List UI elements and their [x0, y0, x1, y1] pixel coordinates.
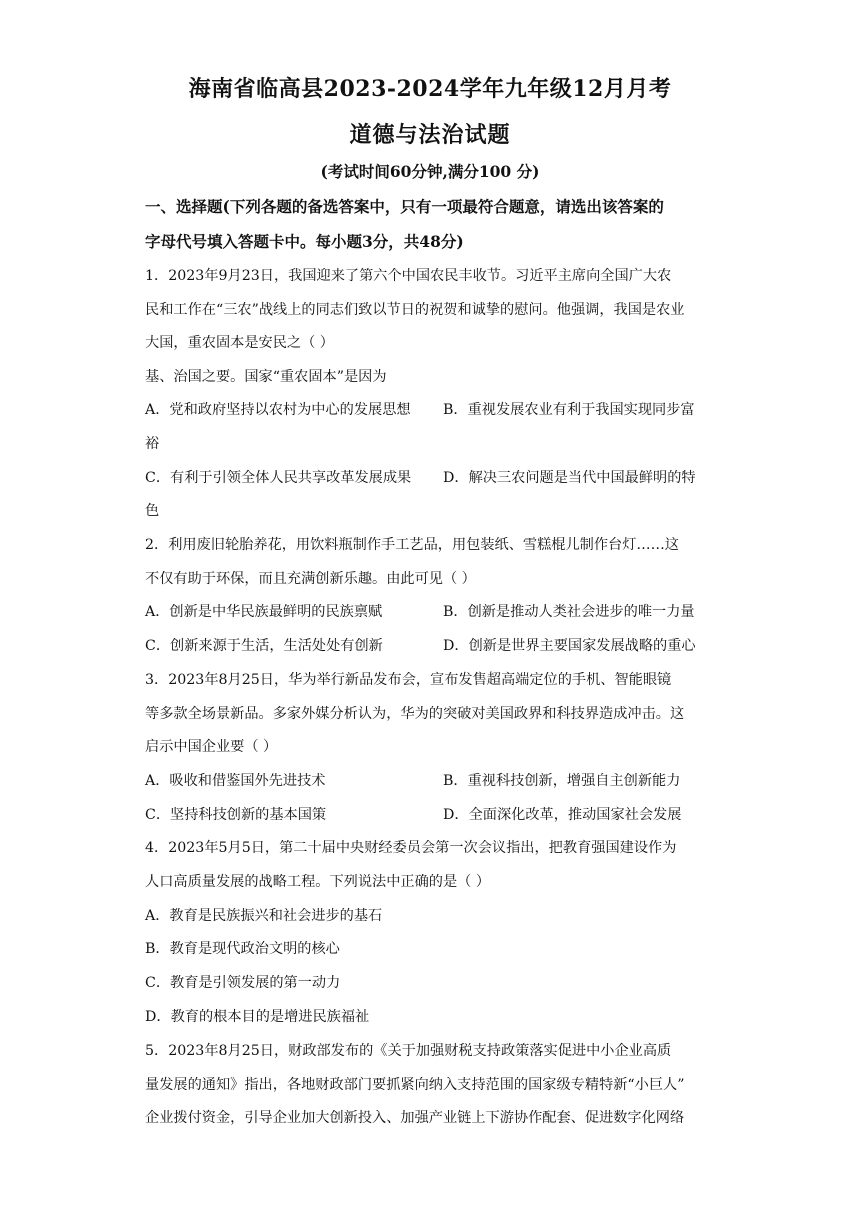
q5-stem-line-3: 企业拨付资金，引导企业加大创新投入、加强产业链上下游协作配套、促进数字化网络 [145, 1110, 685, 1126]
q3-option-c: C．坚持科技创新的基本国策 [145, 807, 327, 823]
q1-option-d: D．解决三农问题是当代中国最鲜明的特 [443, 470, 696, 486]
q1-option-a: A．党和政府坚持以农村为中心的发展思想 [145, 402, 411, 418]
q2-option-d: D．创新是世界主要国家发展战略的重心 [443, 638, 696, 654]
q4-option-a: A．教育是民族振兴和社会进步的基石 [145, 908, 383, 924]
exam-time-info: (考试时间60分钟,满分100 分) [320, 162, 540, 181]
q4-stem-line-2: 人口高质量发展的战略工程。下列说法中正确的是（ ） [145, 874, 491, 890]
q3-stem-line-3: 启示中国企业要（ ） [145, 739, 278, 755]
q3-option-d: D．全面深化改革，推动国家社会发展 [443, 807, 682, 823]
q4-option-b: B．教育是现代政治文明的核心 [145, 941, 340, 957]
q1-option-d-continued: 色 [145, 503, 160, 519]
exam-subject-title: 道德与法治试题 [349, 122, 511, 148]
q2-option-c: C．创新来源于生活，生活处处有创新 [145, 638, 383, 654]
q2-stem-line-1: 2．利用废旧轮胎养花，用饮料瓶制作手工艺品，用包装纸、雪糕棍儿制作台灯……这 [145, 537, 679, 553]
q3-option-a: A．吸收和借鉴国外先进技术 [145, 773, 326, 789]
q5-stem-line-1: 5．2023年8月25日，财政部发布的《关于加强财税支持政策落实促进中小企业高质 [145, 1043, 672, 1059]
exam-title: 海南省临高县2023-2024学年九年级12月月考 [188, 76, 672, 102]
q1-stem-line-4: 基、治国之要。国家“重农固本”是因为 [145, 369, 387, 385]
q4-option-d: D．教育的根本目的是增进民族福祉 [145, 1009, 370, 1025]
q3-stem-line-1: 3．2023年8月25日，华为举行新品发布会，宣布发售超高端定位的手机、智能眼镜 [145, 672, 672, 688]
q5-stem-line-2: 量发展的通知》指出，各地财政部门要抓紧向纳入支持范围的国家级专精特新“小巨人” [145, 1077, 685, 1093]
q4-stem-line-1: 4．2023年5月5日，第二十届中央财经委员会第一次会议指出，把教育强国建设作为 [145, 840, 677, 856]
q3-option-b: B．重视科技创新，增强自主创新能力 [443, 773, 681, 789]
q1-stem-line-2: 民和工作在“三农”战线上的同志们致以节日的祝贺和诚挚的慰问。他强调，我国是农业 [145, 302, 685, 318]
q2-option-a: A．创新是中华民族最鲜明的民族禀赋 [145, 604, 383, 620]
q3-stem-line-2: 等多款全场景新品。多家外媒分析认为，华为的突破对美国政界和科技界造成冲击。这 [145, 706, 685, 722]
q1-stem-line-1: 1．2023年9月23日，我国迎来了第六个中国农民丰收节。习近平主席向全国广大农 [145, 268, 672, 284]
q1-option-b: B．重视发展农业有利于我国实现同步富 [443, 402, 695, 418]
q4-option-c: C．教育是引领发展的第一动力 [145, 975, 341, 991]
q1-stem-line-3: 大国，重农固本是安民之（ ） [145, 335, 334, 351]
q2-option-b: B．创新是推动人类社会进步的唯一力量 [443, 604, 695, 620]
q1-option-b-continued: 裕 [145, 436, 160, 452]
section-heading-line-2: 字母代号填入答题卡中。每小题3分，共48分) [145, 232, 464, 251]
q1-option-c: C．有利于引领全体人民共享改革发展成果 [145, 470, 412, 486]
section-heading-line-1: 一、选择题(下列各题的备选答案中，只有一项最符合题意，请选出该答案的 [145, 197, 664, 216]
q2-stem-line-2: 不仅有助于环保，而且充满创新乐趣。由此可见（ ） [145, 571, 476, 587]
